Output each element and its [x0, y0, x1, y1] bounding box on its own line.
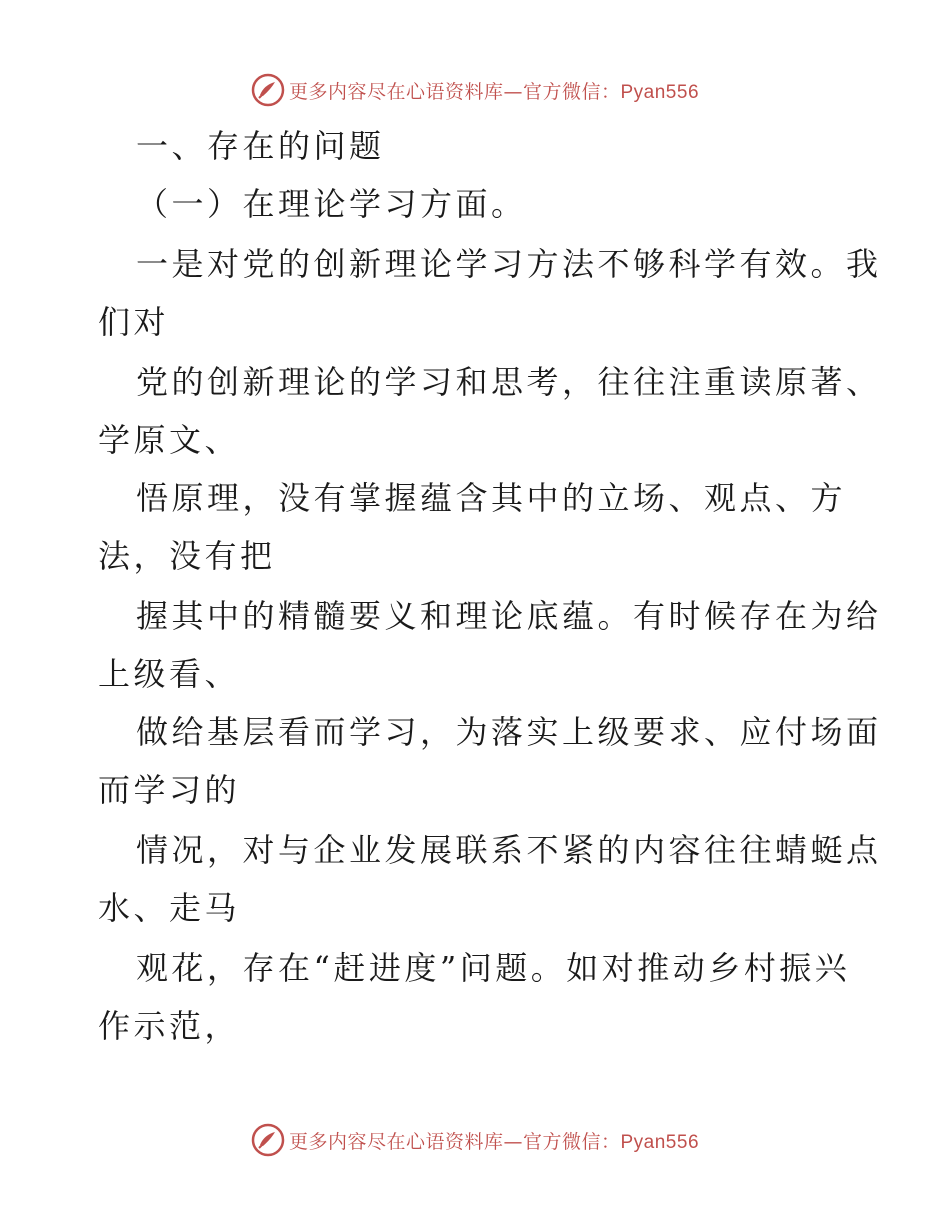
paragraph-line: 上级看、 — [98, 655, 241, 693]
paragraph-line: 观花，存在“赶进度”问题。如对推动乡村振兴 — [136, 949, 851, 987]
paragraph-line: 水、走马 — [98, 889, 241, 927]
subsection-heading: （一）在理论学习方面。 — [136, 185, 527, 223]
paragraph-line: 情况，对与企业发展联系不紧的内容往往蜻蜓点 — [136, 831, 882, 869]
paragraph-line: 做给基层看而学习，为落实上级要求、应付场面 — [136, 713, 882, 751]
paragraph-line: 党的创新理论的学习和思考，往往注重读原著、 — [136, 363, 882, 401]
paragraph-line: 学原文、 — [98, 421, 241, 459]
paragraph-line: 握其中的精髓要义和理论底蕴。有时候存在为给 — [136, 597, 882, 635]
section-heading: 一、存在的问题 — [136, 127, 385, 165]
paragraph-line: 悟原理，没有掌握蕴含其中的立场、观点、方 — [136, 479, 847, 517]
paragraph-line: 法，没有把 — [98, 537, 276, 575]
paragraph-line: 们对 — [98, 303, 170, 341]
paragraph-line: 作示范， — [98, 1007, 241, 1045]
paragraph-line: 一是对党的创新理论学习方法不够科学有效。我 — [136, 245, 882, 283]
watermark-text: 更多内容尽在心语资料库—官方微信：Pyan556 — [288, 80, 700, 103]
book-pen-icon — [251, 73, 285, 107]
book-pen-icon — [251, 1123, 285, 1157]
watermark-text: 更多内容尽在心语资料库—官方微信：Pyan556 — [288, 1130, 700, 1153]
footer-watermark — [0, 1120, 950, 1160]
paragraph-line: 而学习的 — [98, 771, 241, 809]
header-watermark — [0, 70, 950, 110]
